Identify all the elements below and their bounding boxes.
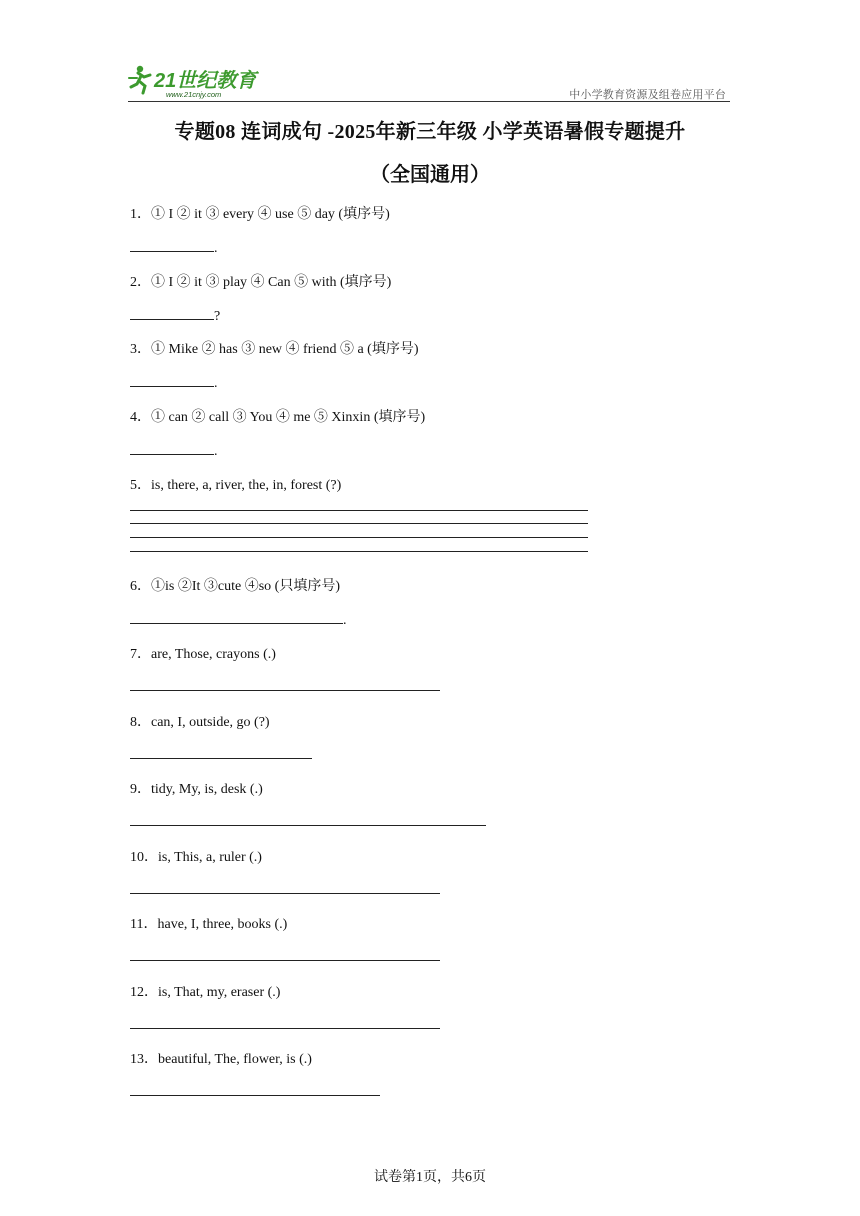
question-text: is, there, a, river, the, in, forest (?) [151, 478, 342, 493]
question-13 [130, 1048, 312, 1068]
question-text: have, I, three, books (.) [157, 917, 288, 932]
answer-line[interactable] [130, 510, 588, 511]
question-number: 13． [130, 1052, 158, 1067]
answer-line[interactable] [130, 537, 588, 538]
question-number: 10． [130, 850, 158, 865]
answer-line[interactable] [130, 1028, 440, 1029]
question-number: 4． [130, 410, 151, 425]
runner-icon [129, 66, 150, 93]
site-slogan: 中小学教育资源及组卷应用平台 [569, 89, 726, 101]
answer-3[interactable] [130, 372, 218, 392]
page-footer: 试卷第1页，共6页 [374, 1170, 486, 1185]
question-number: 11． [130, 917, 158, 932]
question-text: are, Those, crayons (.) [151, 647, 276, 662]
answer-1[interactable] [130, 237, 218, 257]
question-number: 3． [130, 342, 151, 357]
answer-line[interactable] [130, 960, 440, 961]
answer-blank[interactable] [130, 372, 214, 387]
question-text: tidy, My, is, desk (.) [151, 782, 263, 797]
question-text: can, I, outside, go (?) [151, 715, 270, 730]
question-3 [130, 338, 419, 358]
question-9 [130, 778, 263, 798]
question-2 [130, 271, 391, 291]
answer-blank[interactable] [130, 609, 343, 624]
question-4 [130, 406, 425, 426]
question-8 [130, 711, 270, 731]
question-number: 9． [130, 782, 151, 797]
answer-end-punct: . [343, 613, 347, 628]
answer-4[interactable] [130, 440, 218, 460]
answer-2[interactable] [130, 305, 220, 325]
answer-end-punct: ? [214, 309, 221, 324]
question-number: 5． [130, 478, 151, 493]
answer-end-punct: . [214, 376, 218, 391]
answer-line[interactable] [130, 893, 440, 894]
answer-line[interactable] [130, 1095, 380, 1096]
answer-blank[interactable] [130, 237, 214, 252]
answer-blank[interactable] [130, 440, 214, 455]
answer-end-punct: . [214, 444, 218, 459]
question-5 [130, 474, 341, 494]
header-divider [128, 101, 730, 102]
answer-line[interactable] [130, 551, 588, 552]
logo-url: www.21cnjy.com [166, 90, 222, 99]
site-logo [128, 62, 278, 100]
answer-blank[interactable] [130, 305, 214, 320]
question-12 [130, 981, 280, 1001]
question-number: 1． [130, 207, 151, 222]
question-text: ①is ②It ③cute ④so (只填序号) [151, 579, 340, 594]
question-text: ① I ② it ③ play ④ Can ⑤ with (填序号) [151, 275, 392, 290]
page-subtitle: （全国通用） [370, 164, 490, 186]
page-title: 专题08 连词成句 -2025年新三年级 小学英语暑假专题提升 [174, 121, 686, 143]
answer-line[interactable] [130, 690, 440, 691]
question-number: 6． [130, 579, 151, 594]
answer-line[interactable] [130, 523, 588, 524]
question-text: ① can ② call ③ You ④ me ⑤ Xinxin (填序号) [151, 410, 426, 425]
question-text: ① I ② it ③ every ④ use ⑤ day (填序号) [151, 207, 390, 222]
answer-6[interactable] [130, 609, 347, 629]
answer-end-punct: . [214, 241, 218, 256]
answer-line[interactable] [130, 758, 312, 759]
question-6 [130, 575, 340, 595]
question-number: 8． [130, 715, 151, 730]
answer-line[interactable] [130, 825, 486, 826]
question-text: is, That, my, eraser (.) [158, 985, 281, 1000]
question-number: 2． [130, 275, 151, 290]
question-11 [130, 913, 287, 933]
question-text: beautiful, The, flower, is (.) [158, 1052, 312, 1067]
question-number: 7． [130, 647, 151, 662]
question-number: 12． [130, 985, 158, 1000]
page-header [128, 62, 730, 102]
question-text: is, This, a, ruler (.) [158, 850, 262, 865]
question-7 [130, 643, 276, 663]
logo-text: 21世纪教育 [154, 70, 257, 92]
question-10 [130, 846, 262, 866]
question-text: ① Mike ② has ③ new ④ friend ⑤ a (填序号) [151, 342, 419, 357]
question-1 [130, 203, 390, 223]
